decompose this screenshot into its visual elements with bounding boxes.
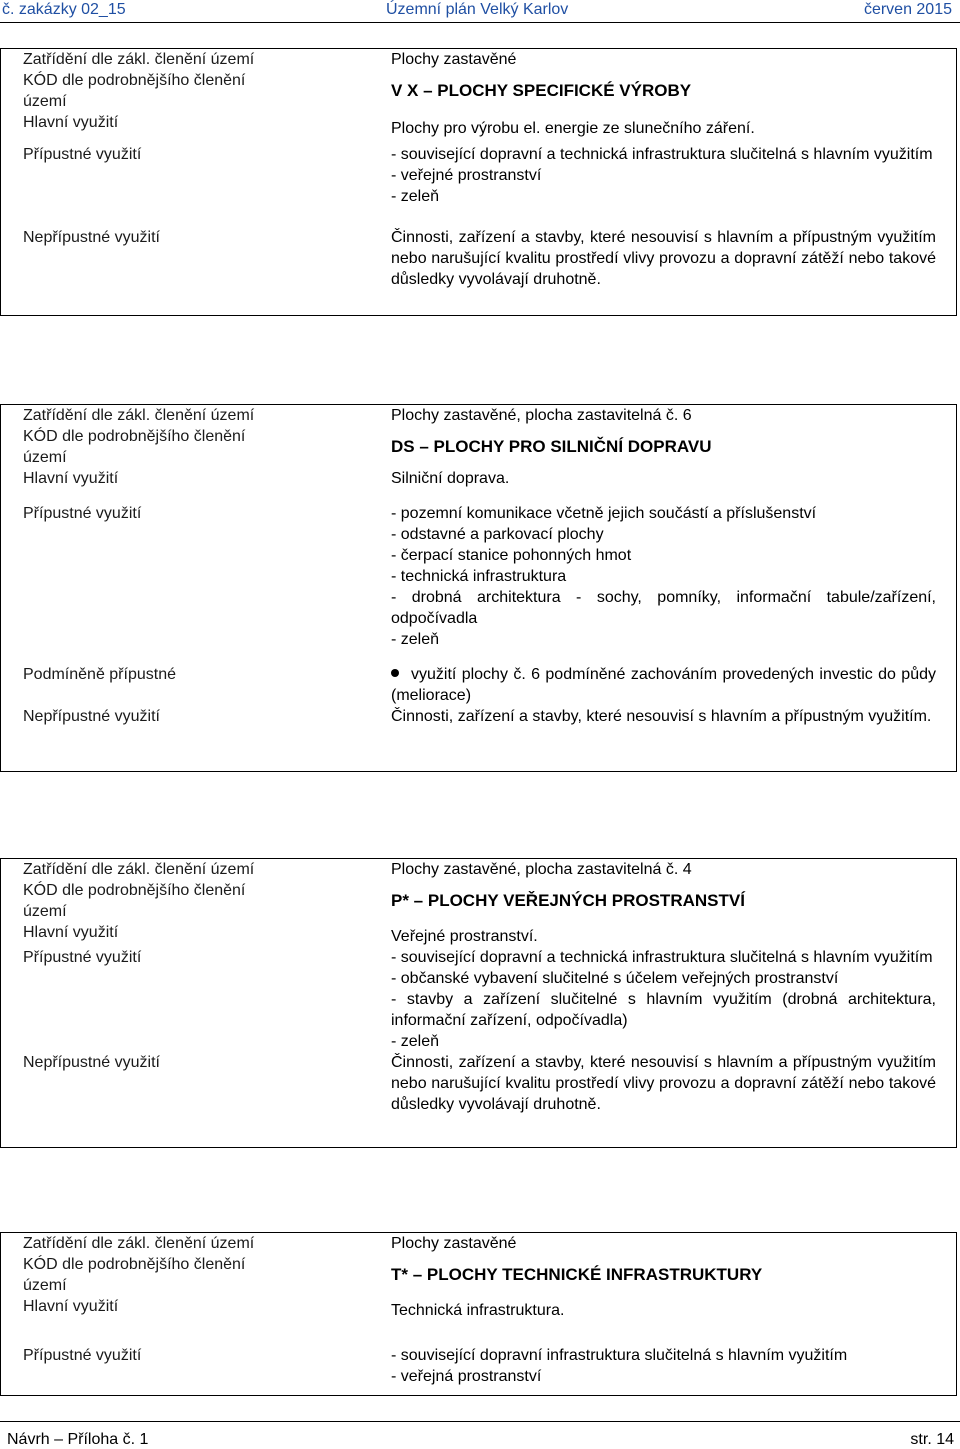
label-kod: KÓD dle podrobnějšího členění území (23, 428, 246, 466)
value-zatrideni: Plochy zastavěné (391, 1235, 517, 1252)
footer-rule (0, 1421, 960, 1422)
value-nepripustne: Činnosti, zařízení a stavby, které nesouvisí s hlavním a přípustným využitím. (391, 708, 932, 725)
value-pripustne: - související dopravní a technická infrastruktura slučitelná s hlavním využitím - veřejné prostranství - zeleň (391, 146, 933, 205)
value-hlavni: Veřejné prostranství. (391, 928, 538, 945)
value-kod: V X – PLOCHY SPECIFICKÉ VÝROBY (391, 81, 692, 100)
value-kod: T* – PLOCHY TECHNICKÉ INFRASTRUKTURY (391, 1265, 763, 1284)
label-hlavni: Hlavní využití (23, 1298, 119, 1315)
header-title: Územní plán Velký Karlov (386, 1, 569, 18)
value-hlavni: Plochy pro výrobu el. energie ze slunečního záření. (391, 120, 755, 137)
label-pripustne: Přípustné využití (23, 146, 142, 163)
value-nepripustne: Činnosti, zařízení a stavby, které nesouvisí s hlavním a přípustným využitím nebo narušující kvalitu prostředí vlivy provozu a dopravní zátěží nebo takové důsledky vyvolávají druhotně. (391, 1054, 936, 1113)
value-pripustne: - související dopravní a technická infrastruktura slučitelná s hlavním využitím - občanské vybavení slučitelné s účelem veřejných prostranství - stavby a zařízení slučitelné s hlavním využitím (drobná architektura, informační zařízení, odpočívadla) - zeleň (391, 949, 941, 1050)
value-zatrideni: Plochy zastavěné (391, 51, 517, 68)
value-zatrideni: Plochy zastavěné, plocha zastavitelná č. 6 (391, 407, 692, 424)
header-date: červen 2015 (863, 1, 952, 18)
label-pripustne: Přípustné využití (23, 505, 142, 522)
label-kod: KÓD dle podrobnějšího členění území (23, 882, 246, 920)
zone-block-p (0, 858, 957, 1148)
header-rule (0, 22, 960, 23)
value-nepripustne: Činnosti, zařízení a stavby, které nesouvisí s hlavním a přípustným využitím nebo narušující kvalitu prostředí vlivy provozu a dopravní zátěží nebo takové důsledky vyvolávají druhotně. (391, 229, 936, 288)
label-zatrideni: Zatřídění dle zákl. členění území (23, 407, 255, 424)
label-nepripustne: Nepřípustné využití (23, 1054, 160, 1071)
value-podminene: využití plochy č. 6 podmíněné zachováním provedených investic do půdy (meliorace) (391, 666, 936, 704)
zone-block-ds (0, 404, 957, 772)
footer-document-label: Návrh – Příloha č. 1 (7, 1431, 149, 1448)
label-kod: KÓD dle podrobnějšího členění území (23, 1256, 246, 1294)
header-contract-number: č. zakázky 02_15 (2, 1, 126, 18)
footer-page-number: str. 14 (910, 1431, 954, 1448)
label-pripustne: Přípustné využití (23, 1347, 142, 1364)
label-hlavni: Hlavní využití (23, 924, 119, 941)
label-zatrideni: Zatřídění dle zákl. členění území (23, 1235, 255, 1252)
value-zatrideni: Plochy zastavěné, plocha zastavitelná č. 4 (391, 861, 692, 878)
page-header (0, 0, 960, 20)
value-kod: DS – PLOCHY PRO SILNIČNÍ DOPRAVU (391, 437, 712, 456)
zone-block-t (0, 1232, 957, 1396)
value-hlavni: Technická infrastruktura. (391, 1302, 565, 1319)
label-nepripustne: Nepřípustné využití (23, 229, 160, 246)
label-pripustne: Přípustné využití (23, 949, 142, 966)
label-hlavni: Hlavní využití (23, 470, 119, 487)
value-hlavni: Silniční doprava. (391, 470, 510, 487)
label-nepripustne: Nepřípustné využití (23, 708, 160, 725)
bullet-icon (391, 669, 399, 677)
value-pripustne: - související dopravní infrastruktura slučitelná s hlavním využitím - veřejná prostranství (391, 1347, 848, 1385)
label-kod: KÓD dle podrobnějšího členění území (23, 72, 246, 110)
zone-block-vx (0, 48, 957, 316)
label-zatrideni: Zatřídění dle zákl. členění území (23, 861, 255, 878)
value-kod: P* – PLOCHY VEŘEJNÝCH PROSTRANSTVÍ (391, 891, 745, 910)
label-zatrideni: Zatřídění dle zákl. členění území (23, 51, 255, 68)
value-pripustne: - pozemní komunikace včetně jejich součástí a příslušenství - odstavné a parkovací plochy - čerpací stanice pohonných hmot - technická infrastruktura - drobná architektura - sochy, pomníky, informační tabule/zařízení, odpočívadla - zeleň (391, 505, 941, 648)
label-podminene: Podmíněně přípustné (23, 666, 176, 683)
label-hlavni: Hlavní využití (23, 114, 119, 131)
